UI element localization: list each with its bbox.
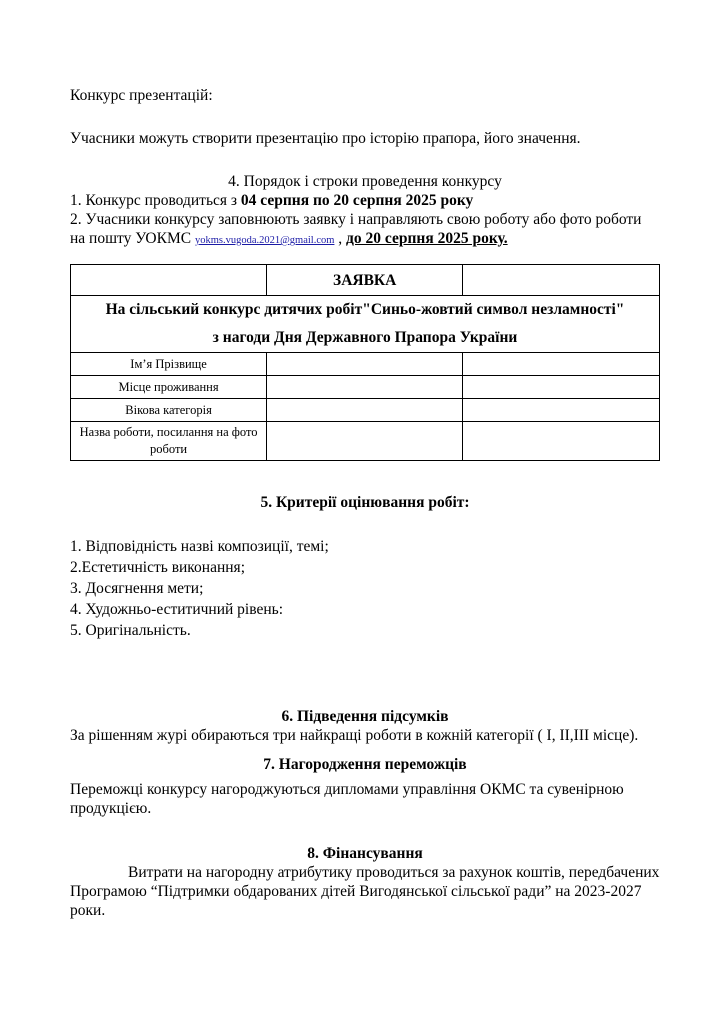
email-link[interactable]: yokms.vugoda.2021@gmail.com — [194, 235, 335, 246]
field-label-age: Вікова категорія — [71, 399, 267, 422]
section8-title: 8. Фінансування — [307, 845, 423, 862]
section7-text: Переможці конкурсу нагороджуються дипломами управління ОКМС та сувенірною продукцією. — [70, 781, 624, 817]
application-header: ЗАЯВКА — [267, 265, 463, 296]
field-input-cell[interactable] — [267, 376, 463, 399]
document-page — [70, 86, 660, 920]
field-input-cell[interactable] — [267, 399, 463, 422]
field-input-cell[interactable] — [463, 376, 660, 399]
application-title-row — [71, 296, 660, 353]
application-title-line1: На сільський конкурс дитячих робіт"Синьо-жовтий символ незламності" — [105, 301, 625, 318]
section8-text: Витрати на нагородну атрибутику проводиться за рахунок коштів, передбачених Програмою “Підтримки обдарованих дітей Вигодянської сільської ради” на 2023-2027 роки. — [70, 864, 660, 919]
section7-title: 7. Нагородження переможців — [263, 756, 467, 773]
field-label-work: Назва роботи, посилання на фото роботи — [71, 422, 267, 461]
field-label-name: Ім’я Прізвище — [71, 353, 267, 376]
section6-title: 6. Підведення підсумків — [281, 708, 449, 725]
list-item: 2.Естетичність виконання; — [70, 559, 245, 576]
table-cell — [71, 265, 267, 296]
application-title-line2: з нагоди Дня Державного Прапора України — [212, 329, 518, 346]
table-row — [71, 399, 660, 422]
field-input-cell[interactable] — [463, 422, 660, 461]
section5-title: 5. Критерії оцінювання робіт: — [260, 494, 470, 511]
table-row — [71, 376, 660, 399]
section4-line1-prefix: 1. Конкурс проводиться з — [70, 192, 241, 209]
section4-title: 4. Порядок і строки проведення конкурсу — [228, 173, 502, 190]
field-input-cell[interactable] — [267, 353, 463, 376]
criteria-list — [70, 536, 660, 641]
list-item: 3. Досягнення мети; — [70, 580, 204, 597]
application-table — [70, 264, 660, 461]
intro-heading: Конкурс презентацій: — [70, 87, 213, 104]
field-input-cell[interactable] — [267, 422, 463, 461]
section4-deadline: до 20 серпня 2025 року. — [346, 230, 508, 247]
table-cell — [463, 265, 660, 296]
list-item: 4. Художньо-еститичний рівень: — [70, 601, 284, 618]
list-item: 1. Відповідність назві композиції, темі; — [70, 538, 329, 555]
application-title-cell — [71, 296, 660, 353]
list-item: 5. Оригінальність. — [70, 622, 191, 639]
field-input-cell[interactable] — [463, 399, 660, 422]
table-row — [71, 422, 660, 461]
section4-line2 — [70, 210, 660, 250]
application-header-row — [71, 265, 660, 296]
section4-line2-text: 2. Учасники конкурсу заповнюють заявку і направляють свою роботу або фото роботи на пошту УОКМС — [70, 211, 642, 247]
section4-line1 — [70, 191, 660, 210]
table-row — [71, 353, 660, 376]
field-input-cell[interactable] — [463, 353, 660, 376]
intro-text: Учасники можуть створити презентацію про історію прапора, його значення. — [70, 130, 581, 147]
section4-dates: 04 серпня по 20 серпня 2025 року — [240, 192, 474, 209]
field-label-residence: Місце проживання — [71, 376, 267, 399]
section6-text: За рішенням журі обираються три найкращі роботи в кожній категорії ( І, ІІ,ІІІ місце). — [70, 727, 639, 744]
section4-line2-sep: , — [334, 230, 347, 247]
